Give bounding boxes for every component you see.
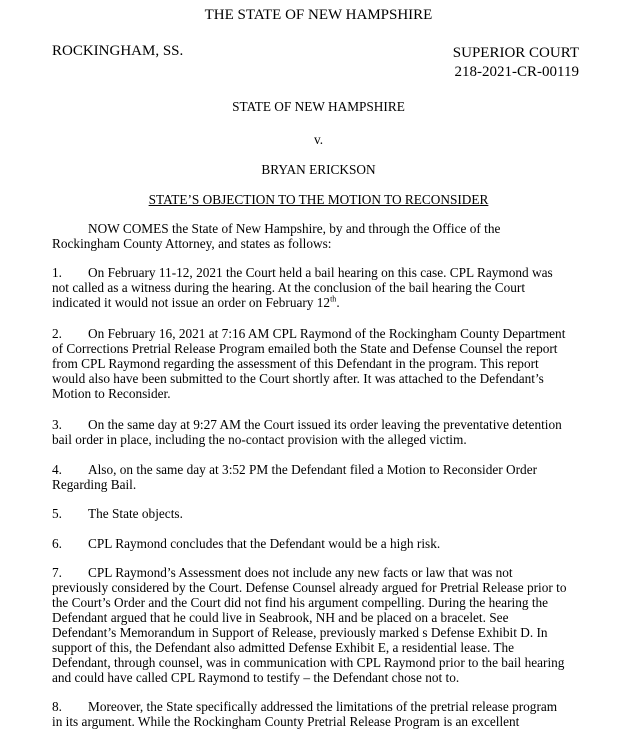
versus-label: v. — [313, 132, 324, 147]
defendant-name: BRYAN ERICKSON — [261, 162, 376, 177]
paragraph-number: 8. — [52, 699, 62, 714]
paragraph-3: 3. On the same day at 9:27 AM the Court issued its order leaving the preventative detention bail order in place, including the no-contact provision with the alleged victim. — [52, 417, 562, 447]
paragraph-2: 2. On February 16, 2021 at 7:16 AM CPL Raymond of the Rockingham County Department of Corrections Pretrial Release Program emailed both the State and Defense Counsel the report from CPL Raymond regarding the assessment of this Defendant in the program. This report would also have been submitted to the Court shortly after. It was attached to the Defendant’s Motion to Reconsider. — [52, 326, 566, 401]
intro-line: NOW COMES the State of New Hampshire, by and through the Office of the — [88, 221, 501, 236]
paragraph-5: 5. The State objects. — [52, 506, 183, 521]
court-block — [453, 44, 579, 82]
paragraph-6: 6. CPL Raymond concludes that the Defendant would be a high risk. — [52, 536, 441, 551]
paragraph-1: 1. On February 11-12, 2021 the Court held a bail hearing on this case. CPL Raymond was not called as a witness during the hearing. At the conclusion of the bail hearing the Court indicated it would not issue an order on February 12th. — [52, 265, 553, 310]
paragraph-number: 3. — [52, 417, 62, 432]
county-label: ROCKINGHAM, SS. — [52, 43, 184, 59]
paragraph-number: 6. — [52, 536, 62, 551]
paragraph-8: 8. Moreover, the State specifically addressed the limitations of the pretrial release program in its argument. While the Rockingham County Pretrial Release Program is an excellent — [52, 699, 558, 729]
court-name: SUPERIOR COURT — [452, 45, 579, 61]
paragraph-number: 7. — [52, 565, 62, 580]
intro-paragraph — [52, 221, 582, 251]
paragraph-number: 2. — [52, 326, 62, 341]
paragraph-7: 7. CPL Raymond’s Assessment does not include any new facts or law that was not previously considered by the Court. Defense Counsel already argued for Pretrial Release prior to the Court’s Order and the Court did not find his argument compelling. During the hearing the Defendant argued that he could live in Seabrook, NH and be placed on a bracelet. See Defendant’s Memorandum in Support of Release, previously marked s Defense Exhibit D. In support of this, the Defendant also admitted Defense Exhibit E, a residential lease. The Defendant, through counsel, was in communication with CPL Raymond prior to the bail hearing and could have called CPL Raymond to testify – the Defendant chose not to. — [52, 565, 567, 685]
intro-line: Rockingham County Attorney, and states as follows: — [52, 236, 332, 251]
docket-number: 218-2021-CR-00119 — [454, 64, 579, 80]
paragraph-4: 4. Also, on the same day at 3:52 PM the Defendant filed a Motion to Reconsider Order Regarding Bail. — [52, 462, 538, 492]
paragraph-number: 5. — [52, 506, 62, 521]
paragraph-number: 1. — [52, 265, 62, 280]
plaintiff-name: STATE OF NEW HAMPSHIRE — [232, 99, 405, 114]
state-title: THE STATE OF NEW HAMPSHIRE — [204, 7, 433, 23]
motion-title: STATE’S OBJECTION TO THE MOTION TO RECONSIDER — [148, 192, 489, 207]
paragraph-number: 4. — [52, 462, 62, 477]
